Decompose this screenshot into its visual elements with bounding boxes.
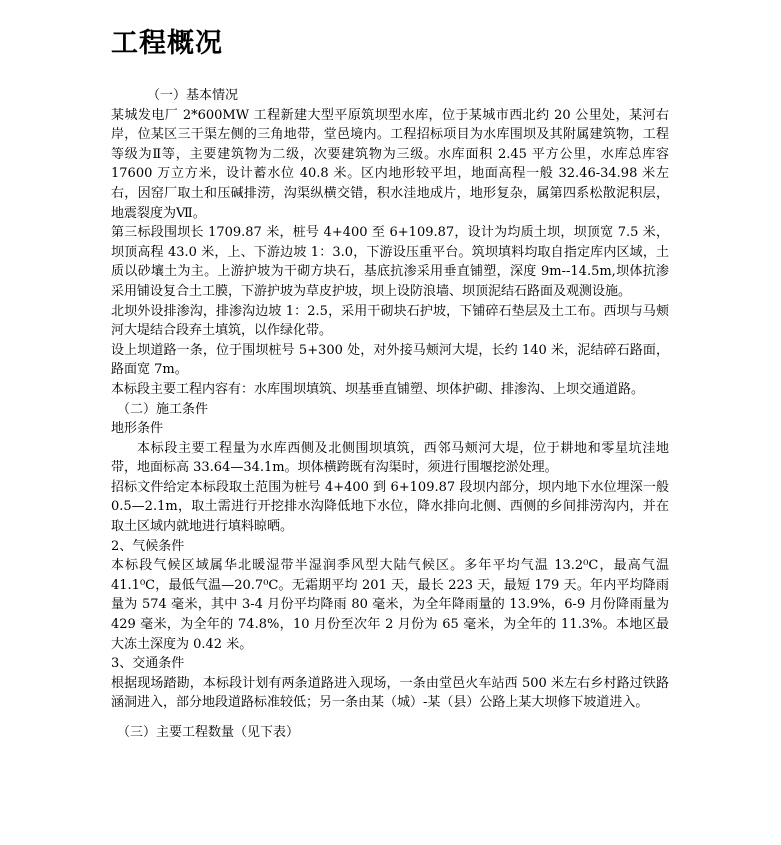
subheading-climate: 2、气候条件	[111, 538, 185, 554]
paragraph-project-overview: 某城发电厂 2*600MW 工程新建大型平原筑坝型水库，位于某城市西北约 20 公里处，某河右岸，位某区三干渠左侧的三角地带，堂邑境内。工程招标项目为水库围坝及其附属建筑物，工程等级为Ⅱ等，主要建筑物为二级，次要建筑物为三级。水库面积 2.45 平方公里，水库总库容 17600 万立方米，设计蓄水位 40.8 米。区内地形较平坦，地面高程一般 32.46-34.98 米左右，因窑厂取土和压碱排涝，沟渠纵横交错，积水洼地成片，地形复杂，属第四系松散泥积层，地震裂度为Ⅶ。	[111, 107, 669, 221]
document-title: 工程概况	[111, 28, 223, 59]
paragraph-drainage-ditch: 北坝外设排渗沟，排渗沟边坡 1：2.5，采用干砌块石护坡，下铺碎石垫层及土工布。西坝与马颊河大堤结合段弃土填筑，以作绿化带。	[111, 303, 669, 339]
subheading-terrain: 地形条件	[111, 421, 164, 437]
section-heading-quantities: （三）主要工程数量（见下表）	[117, 725, 300, 740]
paragraph-main-works: 本标段主要工程内容有：水库围坝填筑、坝基垂直铺塑、坝体护砌、排渗沟、上坝交通道路。	[111, 381, 645, 397]
paragraph-terrain: 本标段主要工程量为水库西侧及北侧围坝填筑，西邻马颊河大堤，位于耕地和零星坑洼地带，地面标高 33.64—34.1m。坝体横跨既有沟渠时，须进行围堰挖淤处理。	[111, 440, 669, 476]
paragraph-traffic: 根据现场踏勘，本标段计划有两条道路进入现场，一条由堂邑火车站西 500 米左右乡村路过铁路涵洞进入，部分地段道路标准较低；另一条由某（城）-某（县）公路上某大坝修下坡道进入。	[111, 675, 669, 711]
paragraph-dam-road: 设上坝道路一条，位于围坝桩号 5+300 处，对外接马颊河大堤，长约 140 米，泥结碎石路面，路面宽 7m。	[111, 342, 669, 378]
section-heading-construction: （二）施工条件	[117, 401, 209, 417]
paragraph-climate: 本标段气候区域属华北暖湿带半湿润季风型大陆气候区。多年平均气温 13.2⁰C，最高气温 41.1⁰C，最低气温—20.7⁰C。无霜期平均 201 天，最长 223 天，最短 179 天。年内平均降雨量为 574 毫米，其中 3-4 月份平均降雨 80 毫米，为全年降雨量的 13.9%，6-9 月份降雨量为 429 毫米，为全年的 74.8%，10 月份至次年 2 月份为 65 毫米，为全年的 11.3%。本地区最大冻土深度为 0.42 米。	[111, 558, 669, 652]
paragraph-third-section-dam: 第三标段围坝长 1709.87 米，桩号 4+400 至 6+109.87，设计为均质土坝，坝顶宽 7.5 米，坝顶高程 43.0 米，上、下游边坡 1：3.0，下游设压重平台。筑坝填料均取自指定库内区域，土质以砂壤土为主。上游护坡为干砌方块石，基底抗渗采用垂直铺塑，深度 9m--14.5m,坝体抗渗采用铺设复合土工膜，下游护坡为草皮护坡，坝上设防浪墙、坝顶泥结石路面及观测设施。	[111, 225, 669, 299]
section-heading-basic: （一）基本情况	[147, 88, 239, 103]
document-body	[111, 86, 669, 743]
paragraph-borrow-area: 招标文件给定本标段取土范围为桩号 4+400 到 6+109.87 段坝内部分，坝内地下水位埋深一般 0.5—2.1m，取土需进行开挖排水沟降低地下水位，降水排向北侧、西侧的乡间排涝沟内，并在取土区域内就地进行填料晾晒。	[111, 479, 669, 535]
subheading-traffic: 3、交通条件	[111, 656, 185, 672]
